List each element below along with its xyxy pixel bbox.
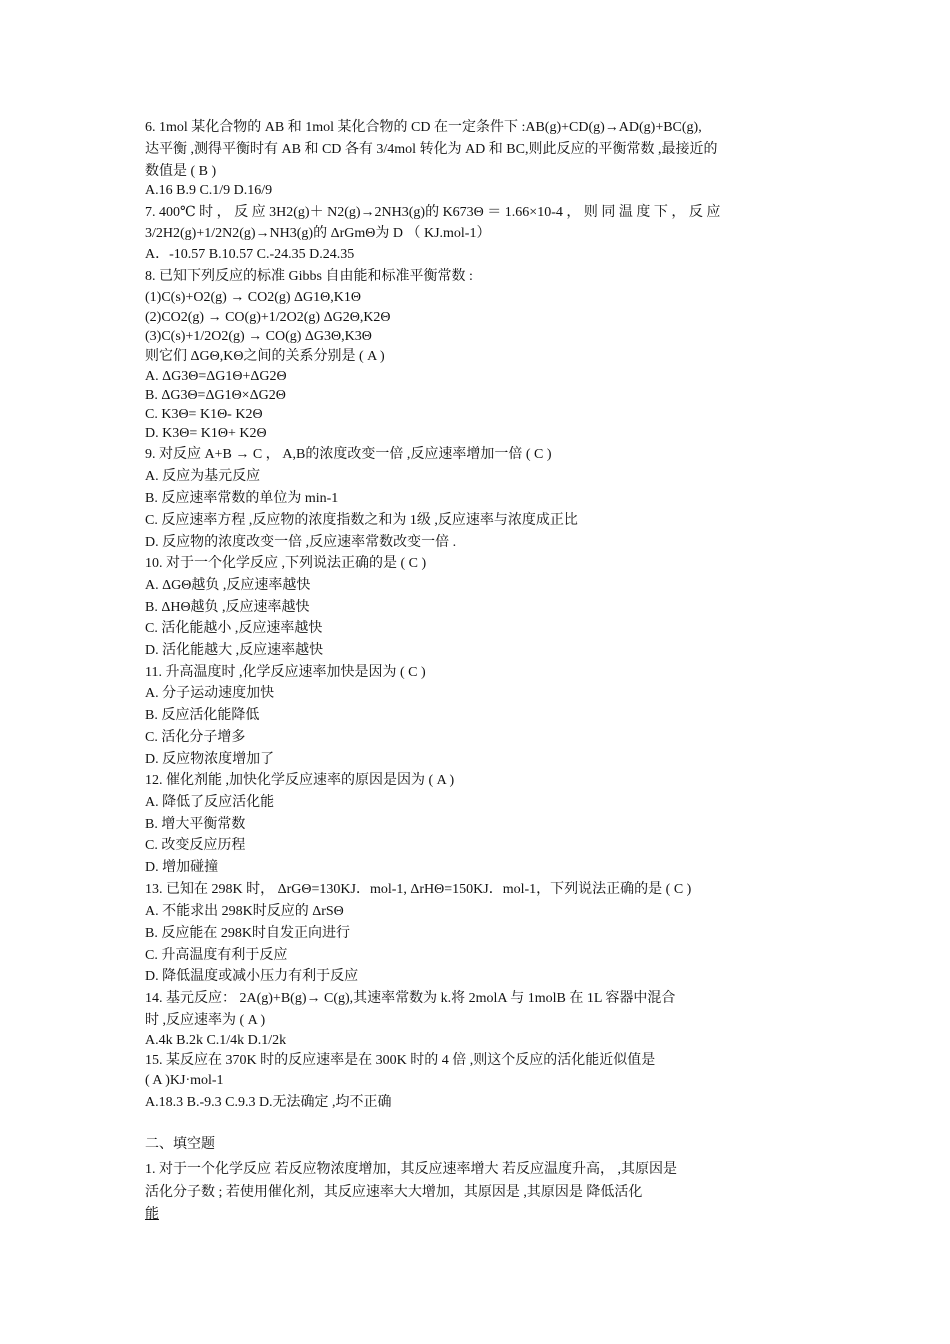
text-line: A.4k B.2k C.1/4k D.1/2k: [145, 1033, 287, 1048]
text-line: A．-10.57 B.10.57 C.-24.35 D.24.35: [145, 247, 355, 262]
text-line: C. 活化分子增多: [145, 730, 246, 745]
text-line: 3/2H2(g)+1/2N2(g)→NH3(g)的 ΔrGmΘ为 D （ KJ.mol-1）: [145, 226, 491, 241]
text-line: C. 改变反应历程: [145, 838, 246, 853]
text-line: B. ΔG3Θ=ΔG1Θ×ΔG2Θ: [145, 388, 286, 403]
text-line: D. 反应物的浓度改变一倍 ,反应速率常数改变一倍 .: [145, 535, 457, 550]
text-line: D. 增加碰撞: [145, 860, 219, 875]
text-line: A.18.3 B.-9.3 C.9.3 D.无法确定 ,均不正确: [145, 1095, 392, 1110]
text-line: B. ΔHΘ越负 ,反应速率越快: [145, 600, 310, 615]
text-line: 14. 基元反应： 2A(g)+B(g)→ C(g),其速率常数为 k.将 2molA 与 1molB 在 1L 容器中混合: [145, 991, 676, 1006]
text-line: (1)C(s)+O2(g) → CO2(g) ΔG1Θ,K1Θ: [145, 290, 361, 305]
text-line: B. 反应能在 298K时自发正向进行: [145, 926, 350, 941]
text-line: A. 不能求出 298K时反应的 ΔrSΘ: [145, 904, 344, 919]
text-line: 时 ,反应速率为 ( A ): [145, 1013, 266, 1028]
text-line: 8. 已知下列反应的标准 Gibbs 自由能和标准平衡常数 :: [145, 269, 473, 284]
text-line: A. 反应为基元反应: [145, 469, 261, 484]
text-line: A.16 B.9 C.1/9 D.16/9: [145, 183, 273, 198]
text-line: (2)CO2(g) → CO(g)+1/2O2(g) ΔG2Θ,K2Θ: [145, 310, 391, 325]
text-line: C. 升高温度有利于反应: [145, 948, 288, 963]
text-line: ( A )KJ·mol-1: [145, 1073, 224, 1088]
text-line: 数值是 ( B ): [145, 164, 217, 179]
text-line: C. K3Θ= K1Θ- K2Θ: [145, 407, 263, 422]
text-line: 活化分子数 ; 若使用催化剂，其反应速率大大增加，其原因是 ,其原因是 降低活化: [145, 1185, 643, 1200]
text-line: 12. 催化剂能 ,加快化学反应速率的原因是因为 ( A ): [145, 773, 455, 788]
text-line: A. ΔG3Θ=ΔG1Θ+ΔG2Θ: [145, 369, 287, 384]
section-heading: 二、填空题: [145, 1137, 215, 1152]
text-line: A. 分子运动速度加快: [145, 686, 275, 701]
text-line: 能: [145, 1207, 159, 1222]
text-line: 9. 对反应 A+B → C ， A,B的浓度改变一倍 ,反应速率增加一倍 ( C ): [145, 447, 552, 462]
text-line: 7. 400℃ 时 ， 反 应 3H2(g)＋ N2(g)→2NH3(g)的 K673Θ ＝ 1.66×10-4 ， 则 同 温 度 下 ， 反 应: [145, 205, 721, 220]
text-line: D. K3Θ= K1Θ+ K2Θ: [145, 426, 267, 441]
text-line: C. 反应速率方程 ,反应物的浓度指数之和为 1级 ,反应速率与浓度成正比: [145, 513, 578, 528]
text-line: 则它们 ΔGΘ,KΘ之间的关系分别是 ( A ): [145, 349, 385, 364]
text-line: 1. 对于一个化学反应 若反应物浓度增加，其反应速率增大 若反应温度升高， ,其原因是: [145, 1162, 677, 1177]
text-line: B. 反应活化能降低: [145, 708, 260, 723]
text-line: 10. 对于一个化学反应 ,下列说法正确的是 ( C ): [145, 556, 427, 571]
text-line: A. ΔGΘ越负 ,反应速率越快: [145, 578, 311, 593]
text-line: 6. 1mol 某化合物的 AB 和 1mol 某化合物的 CD 在一定条件下 :AB(g)+CD(g)→AD(g)+BC(g),: [145, 120, 702, 135]
text-line: 13. 已知在 298K 时， ΔrGΘ=130KJ．mol-1, ΔrHΘ=150KJ．mol-1，下列说法正确的是 ( C ): [145, 882, 692, 897]
text-line: A. 降低了反应活化能: [145, 795, 275, 810]
text-line: (3)C(s)+1/2O2(g) → CO(g) ΔG3Θ,K3Θ: [145, 329, 372, 344]
text-line: C. 活化能越小 ,反应速率越快: [145, 621, 323, 636]
text-line: 15. 某反应在 370K 时的反应速率是在 300K 时的 4 倍 ,则这个反应的活化能近似值是: [145, 1053, 656, 1068]
text-line: B. 反应速率常数的单位为 min-1: [145, 491, 339, 506]
text-line: B. 增大平衡常数: [145, 817, 246, 832]
text-line: 11. 升高温度时 ,化学反应速率加快是因为 ( C ): [145, 665, 426, 680]
text-line: D. 反应物浓度增加了: [145, 752, 275, 767]
text-line: D. 降低温度或减小压力有利于反应: [145, 969, 359, 984]
text-line: D. 活化能越大 ,反应速率越快: [145, 643, 324, 658]
text-line: 达平衡 ,测得平衡时有 AB 和 CD 各有 3/4mol 转化为 AD 和 BC,则此反应的平衡常数 ,最接近的: [145, 142, 718, 157]
